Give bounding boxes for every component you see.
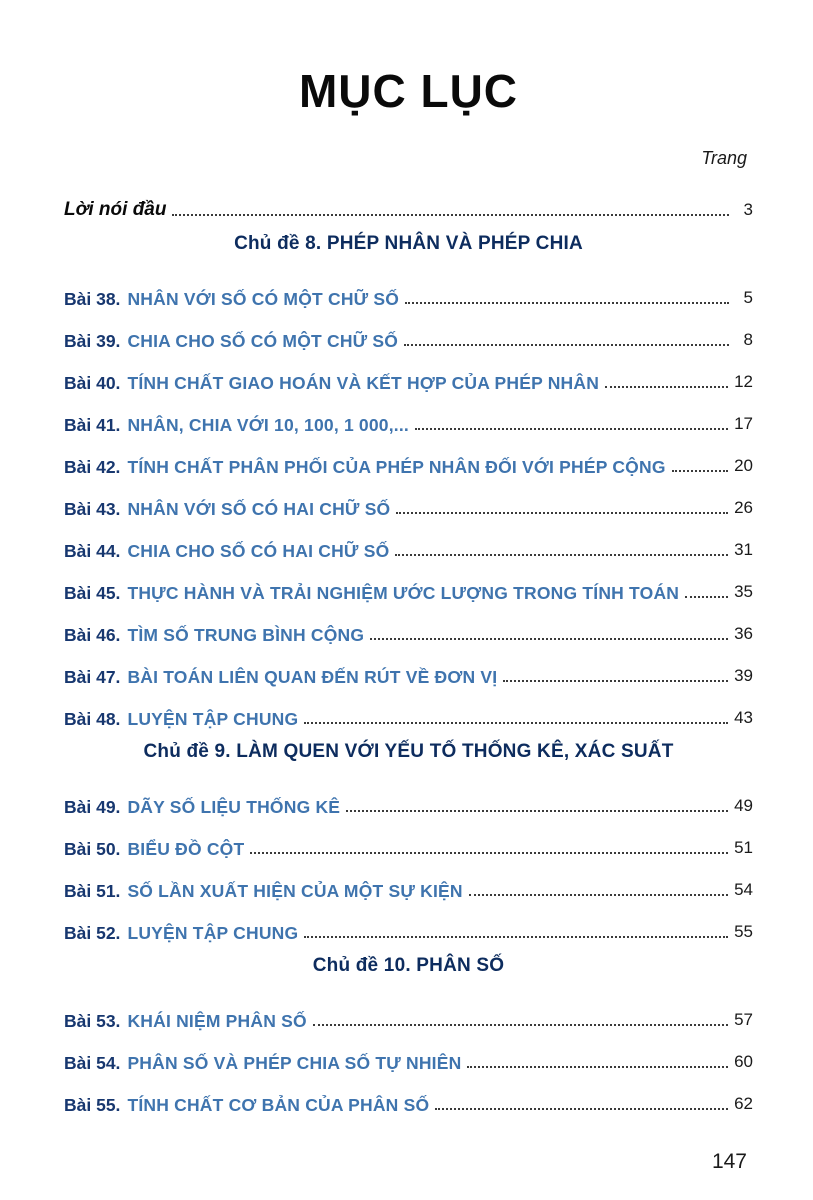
trang-column-label: Trang bbox=[701, 148, 747, 168]
entry-page-number: 43 bbox=[734, 708, 753, 728]
entry-page-number: 39 bbox=[734, 666, 753, 686]
entry-label: Bài 41. bbox=[64, 414, 121, 435]
entry-page-number: 26 bbox=[734, 498, 753, 518]
dot-leader bbox=[313, 1024, 728, 1026]
dot-leader bbox=[672, 470, 728, 472]
entry-label: Bài 43. bbox=[64, 498, 121, 519]
toc-entry-row bbox=[64, 859, 753, 901]
entry-title: CHIA CHO SỐ CÓ MỘT CHỮ SỐ bbox=[127, 330, 399, 351]
footer-page-number: 147 bbox=[711, 1150, 747, 1173]
entry-page-number: 62 bbox=[734, 1094, 753, 1114]
entry-label: Bài 40. bbox=[64, 372, 121, 393]
entry-page-number: 36 bbox=[734, 624, 753, 644]
entry-title: TÍNH CHẤT GIAO HOÁN VÀ KẾT HỢP CỦA PHÉP NHÂN bbox=[127, 372, 600, 393]
entry-page-number: 12 bbox=[734, 372, 753, 392]
section-heading: Chủ đề 9. LÀM QUEN VỚI YẾU TỐ THỐNG KÊ, XÁC SUẤT bbox=[143, 741, 674, 762]
entry-label: Bài 48. bbox=[64, 708, 121, 729]
entry-page-number: 54 bbox=[734, 880, 753, 900]
entry-title: BÀI TOÁN LIÊN QUAN ĐẾN RÚT VỀ ĐƠN VỊ bbox=[127, 666, 498, 687]
toc-entry-row bbox=[64, 1031, 753, 1073]
entry-label: Bài 53. bbox=[64, 1010, 121, 1031]
dot-leader bbox=[396, 512, 728, 514]
entry-title: NHÂN, CHIA VỚI 10, 100, 1 000,... bbox=[127, 414, 409, 435]
entry-label: Bài 39. bbox=[64, 330, 121, 351]
entry-label: Bài 51. bbox=[64, 880, 121, 901]
toc-entry-row bbox=[64, 645, 753, 687]
dot-leader bbox=[415, 428, 728, 430]
entry-page-number: 57 bbox=[734, 1010, 753, 1030]
entry-label: Bài 52. bbox=[64, 922, 121, 943]
dot-leader bbox=[304, 936, 728, 938]
dot-leader bbox=[346, 810, 728, 812]
entry-page-number: 20 bbox=[734, 456, 753, 476]
entry-title: KHÁI NIỆM PHÂN SỐ bbox=[127, 1010, 307, 1031]
toc-entry-row bbox=[64, 267, 753, 309]
dot-leader bbox=[172, 214, 729, 216]
entry-title: CHIA CHO SỐ CÓ HAI CHỮ SỐ bbox=[127, 540, 390, 561]
preface-row bbox=[64, 179, 753, 221]
entry-title: TÍNH CHẤT PHÂN PHỐI CỦA PHÉP NHÂN ĐỐI VỚI PHÉP CỘNG bbox=[127, 456, 666, 477]
entry-title: DÃY SỐ LIỆU THỐNG KÊ bbox=[127, 796, 341, 817]
toc-entry-row bbox=[64, 989, 753, 1031]
toc-entry-row bbox=[64, 519, 753, 561]
toc-entry-row bbox=[64, 603, 753, 645]
entry-page-number: 17 bbox=[734, 414, 753, 434]
toc-entry-row bbox=[64, 901, 753, 943]
entry-page-number: 8 bbox=[743, 330, 753, 350]
section-heading: Chủ đề 10. PHÂN SỐ bbox=[312, 955, 505, 976]
toc-entry-row bbox=[64, 817, 753, 859]
entry-label: Bài 42. bbox=[64, 456, 121, 477]
entry-title: SỐ LẦN XUẤT HIỆN CỦA MỘT SỰ KIỆN bbox=[127, 880, 463, 901]
dot-leader bbox=[503, 680, 728, 682]
toc-entry-row bbox=[64, 477, 753, 519]
entry-page-number: 55 bbox=[734, 922, 753, 942]
entry-label: Bài 44. bbox=[64, 540, 121, 561]
dot-leader bbox=[370, 638, 728, 640]
entry-title: NHÂN VỚI SỐ CÓ HAI CHỮ SỐ bbox=[127, 498, 391, 519]
entry-title: TÍNH CHẤT CƠ BẢN CỦA PHÂN SỐ bbox=[127, 1094, 430, 1115]
entry-label: Bài 46. bbox=[64, 624, 121, 645]
entry-page-number: 5 bbox=[743, 288, 753, 308]
toc-entry-row bbox=[64, 561, 753, 603]
dot-leader bbox=[605, 386, 728, 388]
entry-label: Bài 54. bbox=[64, 1052, 121, 1073]
entry-title: TÌM SỐ TRUNG BÌNH CỘNG bbox=[127, 624, 365, 645]
entry-label: Bài 38. bbox=[64, 288, 121, 309]
entry-label: Bài 55. bbox=[64, 1094, 121, 1115]
entry-title: LUYỆN TẬP CHUNG bbox=[127, 708, 299, 729]
entry-label: Bài 45. bbox=[64, 582, 121, 603]
dot-leader bbox=[404, 344, 729, 346]
entry-page-number: 60 bbox=[734, 1052, 753, 1072]
toc-entry-row bbox=[64, 309, 753, 351]
dot-leader bbox=[405, 302, 729, 304]
entry-page-number: 51 bbox=[734, 838, 753, 858]
entry-title: BIỂU ĐỒ CỘT bbox=[127, 838, 245, 859]
entry-title: THỰC HÀNH VÀ TRẢI NGHIỆM ƯỚC LƯỢNG TRONG TÍNH TOÁN bbox=[127, 582, 680, 603]
entry-page-number: 49 bbox=[734, 796, 753, 816]
toc-entry-row bbox=[64, 435, 753, 477]
toc-entry-row bbox=[64, 687, 753, 729]
toc-entry-row bbox=[64, 1073, 753, 1115]
entry-label: Bài 49. bbox=[64, 796, 121, 817]
dot-leader bbox=[435, 1108, 728, 1110]
section-heading: Chủ đề 8. PHÉP NHÂN VÀ PHÉP CHIA bbox=[234, 233, 583, 254]
entry-title: LUYỆN TẬP CHUNG bbox=[127, 922, 299, 943]
dot-leader bbox=[467, 1066, 728, 1068]
toc-entry-row bbox=[64, 351, 753, 393]
entry-title: NHÂN VỚI SỐ CÓ MỘT CHỮ SỐ bbox=[127, 288, 400, 309]
toc-entry-row bbox=[64, 393, 753, 435]
dot-leader bbox=[685, 596, 728, 598]
preface-page-number: 3 bbox=[743, 200, 753, 220]
dot-leader bbox=[250, 852, 728, 854]
dot-leader bbox=[304, 722, 728, 724]
dot-leader bbox=[395, 554, 728, 556]
page-title: MỤC LỤC bbox=[298, 65, 519, 117]
preface-label: Lời nói đầu bbox=[64, 199, 167, 221]
entry-title: PHÂN SỐ VÀ PHÉP CHIA SỐ TỰ NHIÊN bbox=[127, 1052, 462, 1073]
entry-page-number: 35 bbox=[734, 582, 753, 602]
entry-label: Bài 50. bbox=[64, 838, 121, 859]
entry-label: Bài 47. bbox=[64, 666, 121, 687]
toc-entry-row bbox=[64, 775, 753, 817]
entry-page-number: 31 bbox=[734, 540, 753, 560]
toc-list bbox=[64, 221, 753, 1115]
dot-leader bbox=[469, 894, 728, 896]
